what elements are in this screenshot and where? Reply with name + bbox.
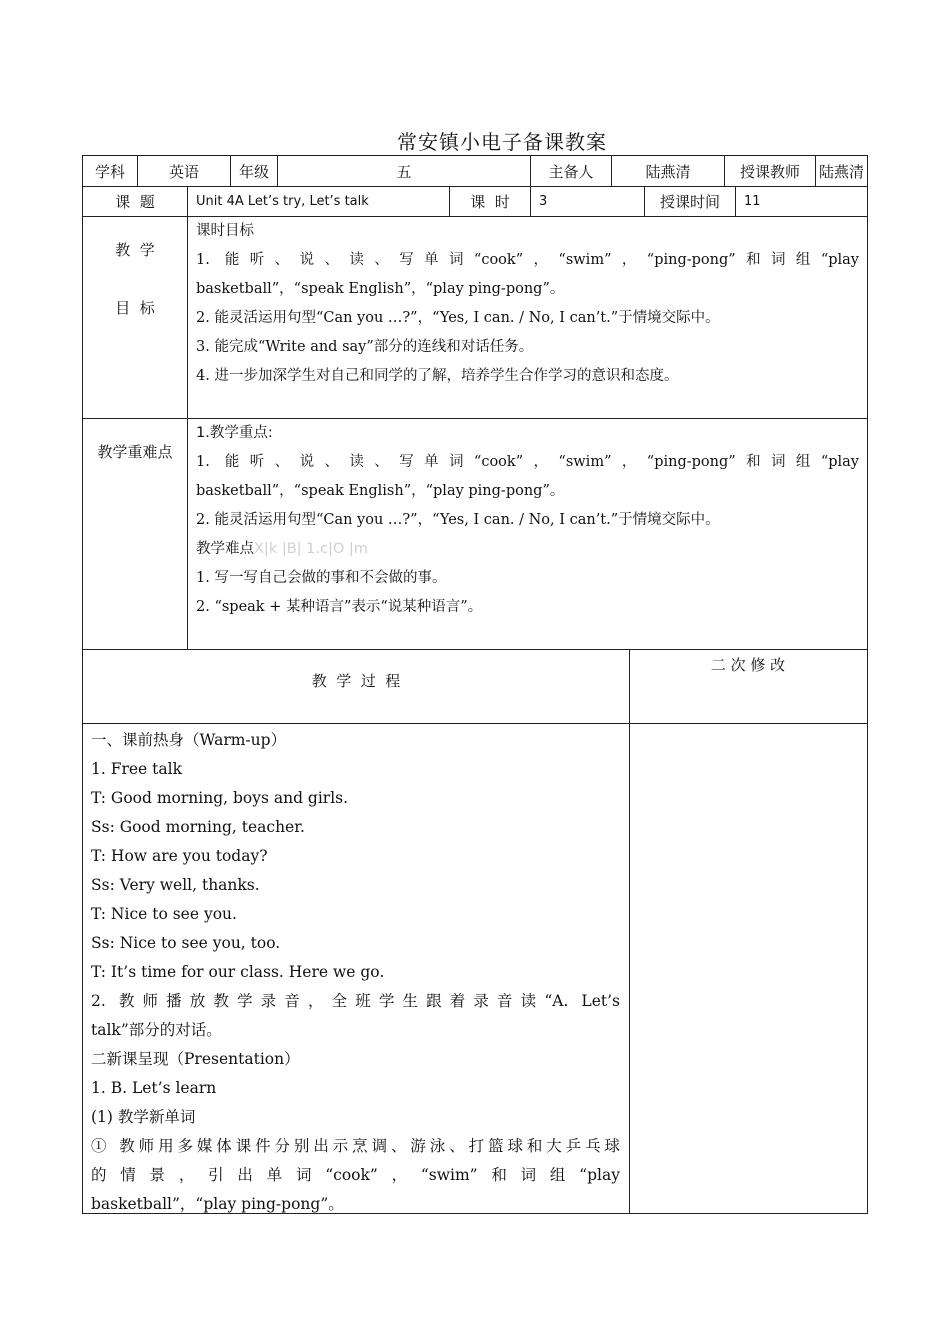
- objective-line: 4. 进一步加深学生对自己和同学的了解，培养学生合作学习的意识和态度。: [196, 368, 679, 384]
- subject-value: 英语: [138, 156, 231, 186]
- hours-value: 3: [531, 187, 645, 216]
- process-section: [82, 723, 868, 1214]
- keypoint-line: basketball”，“speak English”，“play ping-pong”。: [196, 483, 565, 499]
- process-line: 2. 教师播放教学录音，全班学生跟着录音读“A. Let’s: [91, 992, 620, 1010]
- process-line: T: It’s time for our class. Here we go.: [91, 963, 385, 981]
- keypoints-label: 教学重难点: [97, 443, 173, 461]
- teacher-value: 陆燕清: [818, 162, 864, 181]
- keypoints-section: [82, 418, 868, 650]
- info-row: [82, 155, 868, 187]
- difficulty-line: 2. “speak + 某种语言”表示“说某种语言”。: [196, 599, 483, 615]
- process-line: 二新课呈现（Presentation）: [91, 1050, 300, 1068]
- preparer-label: 主备人: [531, 156, 612, 186]
- grade-label: 年级: [231, 156, 278, 186]
- process-line: Ss: Very well, thanks.: [91, 876, 260, 894]
- objectives-heading: 课时目标: [196, 223, 254, 239]
- keypoint-line: 1. 能听、说、读、写单词“cook”，“swim”，“ping-pong”和词组“play: [196, 454, 859, 470]
- keypoint-line: 2. 能灵活运用句型“Can you …?”，“Yes, I can. / No, I can’t.”于情境交际中。: [196, 512, 720, 528]
- process-line: talk”部分的对话。: [91, 1021, 222, 1039]
- watermark: X|k |B| 1.c|O |m: [254, 541, 368, 557]
- subject-label: 学科: [83, 156, 138, 186]
- difficulty-heading-row: [196, 535, 859, 564]
- objectives-label-1: 教 学: [115, 241, 155, 259]
- time-label: 授课时间: [645, 187, 736, 216]
- process-content: [91, 726, 620, 1219]
- keypoints-content: [196, 419, 859, 622]
- process-line: (1) 教学新单词: [91, 1108, 196, 1126]
- revision-header: 二 次 修 改: [710, 656, 786, 674]
- page-title: 常安镇小电子备课教案: [397, 130, 607, 154]
- preparer-value: 陆燕清: [612, 156, 725, 186]
- process-line: basketball”，“play ping-pong”。: [91, 1195, 344, 1213]
- process-line: 1. Free talk: [91, 760, 182, 778]
- process-line: ① 教师用多媒体课件分别出示烹调、游泳、打篮球和大乒乓球: [91, 1137, 620, 1155]
- objectives-section: [82, 216, 868, 419]
- topic-label: 课 题: [83, 187, 188, 216]
- objective-line: 2. 能灵活运用句型“Can you …?”，“Yes, I can. / No, I can’t.”于情境交际中。: [196, 310, 720, 326]
- keypoints-heading: 1.教学重点:: [196, 425, 273, 441]
- process-header-row: [82, 649, 868, 724]
- grade-value: 五: [278, 156, 531, 186]
- objectives-content: [196, 217, 859, 391]
- process-line: T: How are you today?: [91, 847, 268, 865]
- difficulty-line: 1. 写一写自己会做的事和不会做的事。: [196, 570, 447, 586]
- process-line: 的情景，引出单词“cook”，“swim”和词组“play: [91, 1166, 620, 1184]
- objectives-label-2: 目 标: [115, 299, 155, 317]
- process-line: 一、课前热身（Warm-up）: [91, 731, 287, 749]
- process-header: 教 学 过 程: [311, 672, 401, 690]
- process-line: Ss: Good morning, teacher.: [91, 818, 305, 836]
- topic-row: [82, 186, 868, 217]
- objective-line: 1. 能听、说、读、写单词“cook”，“swim”，“ping-pong”和词组“play: [196, 252, 859, 268]
- process-line: T: Good morning, boys and girls.: [91, 789, 349, 807]
- objective-line: 3. 能完成“Write and say”部分的连线和对话任务。: [196, 339, 534, 355]
- objective-line: basketball”，“speak English”，“play ping-pong”。: [196, 281, 565, 297]
- process-line: T: Nice to see you.: [91, 905, 237, 923]
- difficulty-heading: 教学难点: [196, 541, 254, 557]
- teacher-label: 授课教师: [725, 156, 816, 186]
- process-line: Ss: Nice to see you, too.: [91, 934, 281, 952]
- topic-value: Unit 4A Let’s try, Let’s talk: [188, 187, 450, 216]
- hours-label: 课 时: [450, 187, 531, 216]
- time-value: 11: [744, 194, 761, 209]
- process-line: 1. B. Let’s learn: [91, 1079, 217, 1097]
